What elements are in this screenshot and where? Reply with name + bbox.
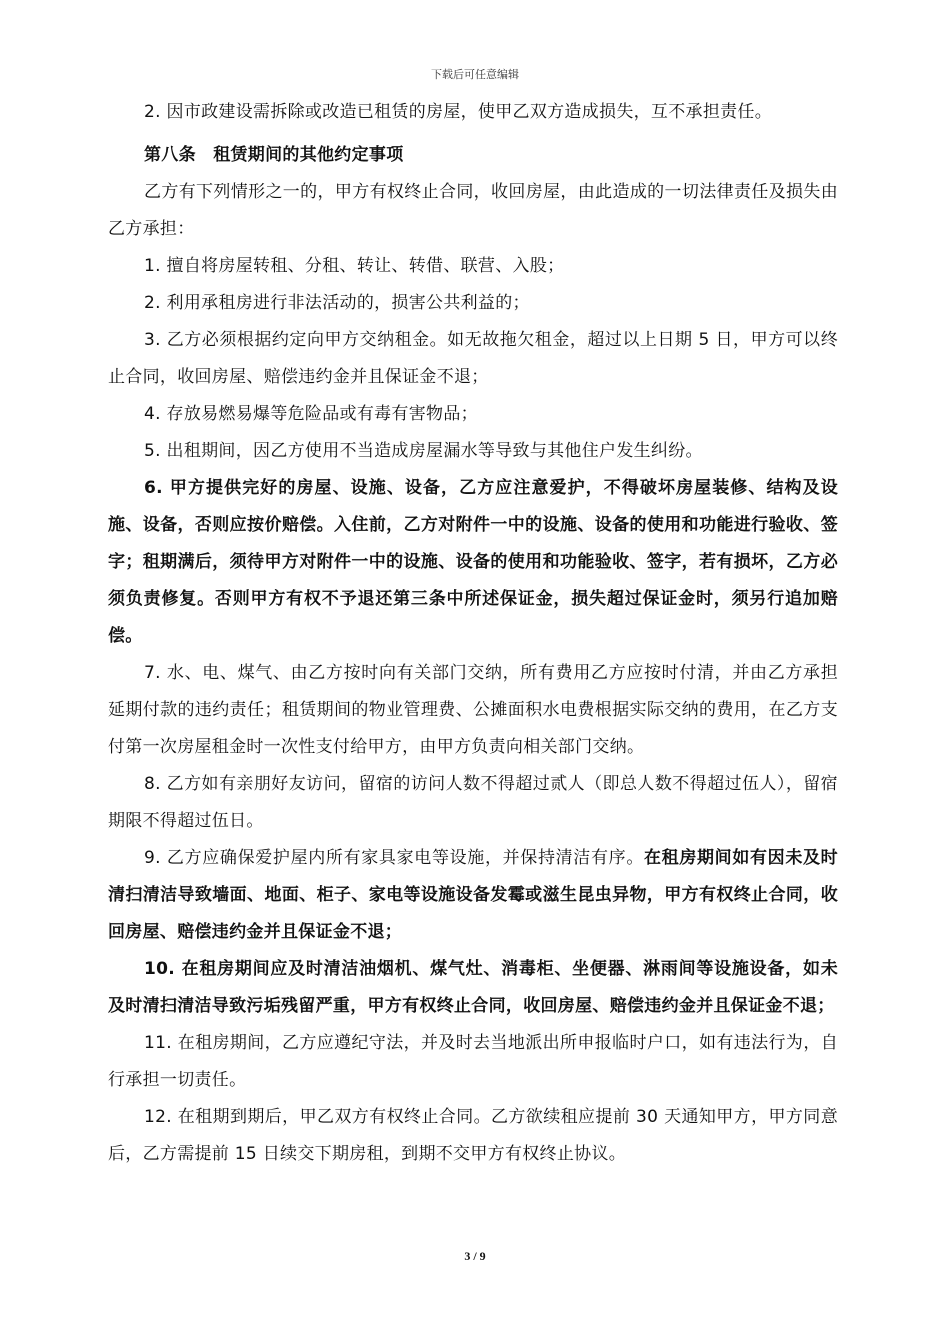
- clause-8-item-2: 2. 利用承租房进行非法活动的，损害公共利益的；: [144, 293, 530, 313]
- contract-body: [108, 94, 838, 1173]
- clause-8-item-6: 6. 甲方提供完好的房屋、设施、设备，乙方应注意爱护，不得破坏房屋装修、结构及设施、设备，否则应按价赔偿。入住前，乙方对附件一中的设施、设备的使用和功能进行验收、签字；租期满后，须待甲方对附件一中的设施、设备的使用和功能验收、签字，若有损坏，乙方必须负责修复。否则甲方有权不予退还第三条中所述保证金，损失超过保证金时，须另行追加赔偿。: [108, 478, 838, 646]
- clause-8-item-9-bold: 在租房期间如有因未及时清扫清洁导致墙面、地面、柜子、家电等设施设备发霉或滋生昆虫异物，甲方有权终止合同，收回房屋、赔偿违约金并且保证金不退；: [108, 848, 838, 942]
- clause-8-item-8: 8. 乙方如有亲朋好友访问，留宿的访问人数不得超过贰人（即总人数不得超过伍人），留宿期限不得超过伍日。: [108, 774, 838, 831]
- clause-7-item-2: 2. 因市政建设需拆除或改造已租赁的房屋，使甲乙双方造成损失，互不承担责任。: [144, 102, 773, 122]
- clause-8-item-5: 5. 出租期间，因乙方使用不当造成房屋漏水等导致与其他住户发生纠纷。: [144, 441, 703, 461]
- clause-8-item-9-normal: 9. 乙方应确保爱护屋内所有家具家电等设施，并保持清洁有序。: [144, 848, 644, 868]
- section-heading: 第八条 租赁期间的其他约定事项: [144, 145, 404, 165]
- clause-8-intro: 乙方有下列情形之一的，甲方有权终止合同，收回房屋，由此造成的一切法律责任及损失由乙方承担：: [108, 182, 838, 239]
- clause-8-item-11: 11. 在租房期间，乙方应遵纪守法，并及时去当地派出所申报临时户口，如有违法行为，自行承担一切责任。: [108, 1033, 838, 1090]
- header-note: 下载后可任意编辑: [431, 68, 519, 81]
- clause-8-item-12: 12. 在租期到期后，甲乙双方有权终止合同。乙方欲续租应提前 30 天通知甲方，甲方同意后，乙方需提前 15 日续交下期房租，到期不交甲方有权终止协议。: [108, 1107, 838, 1164]
- clause-8-item-1: 1. 擅自将房屋转租、分租、转让、转借、联营、入股；: [144, 256, 565, 276]
- clause-8-item-10: 10. 在租房期间应及时清洁油烟机、煤气灶、消毒柜、坐便器、淋雨间等设施设备，如未及时清扫清洁导致污垢残留严重，甲方有权终止合同，收回房屋、赔偿违约金并且保证金不退；: [108, 959, 838, 1016]
- clause-8-item-3: 3. 乙方必须根据约定向甲方交纳租金。如无故拖欠租金，超过以上日期 5 日，甲方可以终止合同，收回房屋、赔偿违约金并且保证金不退；: [108, 330, 838, 387]
- clause-8-item-7: 7. 水、电、煤气、由乙方按时向有关部门交纳，所有费用乙方应按时付清，并由乙方承担延期付款的违约责任；租赁期间的物业管理费、公摊面积水电费根据实际交纳的费用，在乙方支付第一次房屋租金时一次性支付给甲方，由甲方负责向相关部门交纳。: [108, 663, 838, 757]
- clause-8-item-4: 4. 存放易燃易爆等危险品或有毒有害物品；: [144, 404, 478, 424]
- clause-8-item-9: [108, 840, 838, 951]
- page-number: 3 / 9: [464, 1249, 486, 1263]
